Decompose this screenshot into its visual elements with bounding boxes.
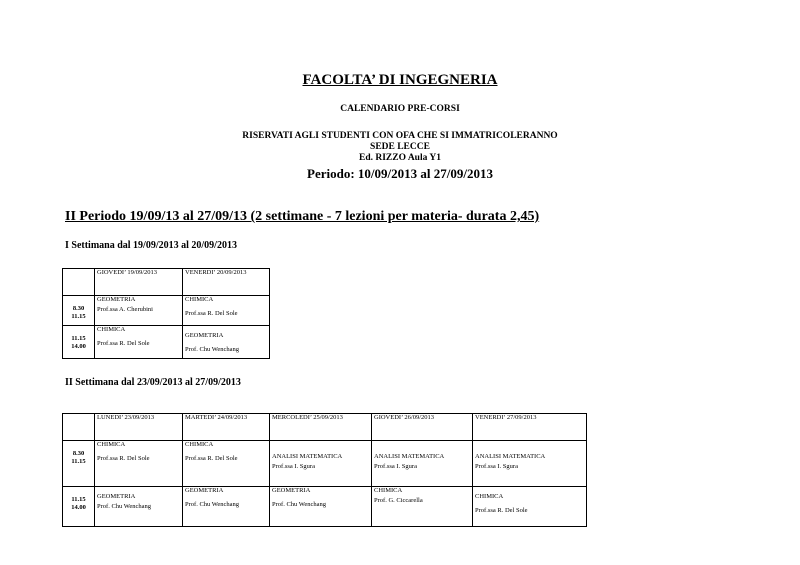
table-header-row [63,414,587,441]
time-end: 11.15 [71,313,86,320]
subject-label: CHIMICA [97,326,126,333]
period-heading: Periodo: 10/09/2013 al 27/09/2013 [307,166,493,181]
time-start: 11.15 [71,496,86,503]
subject-label: GEOMETRIA [272,487,311,494]
table-header-row [63,269,270,296]
subject-label: GEOMETRIA [185,332,224,339]
subject-label: ANALISI MATEMATICA [475,453,546,460]
subject-label: GEOMETRIA [185,487,224,494]
table-row [63,487,587,527]
time-header-cell [63,269,95,296]
lesson-cell [95,296,183,326]
lesson-cell [95,441,183,487]
table-row [63,441,587,487]
time-end: 11.15 [71,458,86,465]
lesson-cell [372,487,473,527]
day-header: VENERDI’ 27/09/2013 [473,414,587,441]
teacher-label: Prof.ssa R. Del Sole [185,455,238,462]
lesson-cell [183,487,270,527]
time-slot [63,326,95,359]
day-header: GIOVEDI’ 26/09/2013 [372,414,473,441]
week2-title: II Settimana dal 23/09/2013 al 27/09/2013 [65,377,241,388]
time-slot [63,441,95,487]
teacher-label: Prof. Chu Wenchang [185,346,240,353]
teacher-label: Prof.ssa I. Sgura [374,463,417,470]
time-end: 14.00 [71,504,86,511]
time-slot [63,296,95,326]
lesson-cell [372,441,473,487]
teacher-label: Prof.ssa A. Cherubini [97,306,153,313]
day-header: GIOVEDI’ 19/09/2013 [95,269,183,296]
lesson-cell [183,296,270,326]
teacher-label: Prof. Chu Wenchang [97,503,152,510]
subject-label: CHIMICA [97,441,126,448]
day-header: VENERDI’ 20/09/2013 [183,269,270,296]
teacher-label: Prof.ssa R. Del Sole [475,507,528,514]
header-line-location: SEDE LECCE [370,142,430,152]
subject-label: GEOMETRIA [97,493,136,500]
lesson-cell [270,441,372,487]
lesson-cell [183,441,270,487]
week1-schedule-table [62,268,270,359]
calendar-subtitle: CALENDARIO PRE-CORSI [340,104,460,114]
lesson-cell [183,326,270,359]
time-start: 11.15 [71,335,86,342]
time-start: 8.30 [72,450,85,457]
teacher-label: Prof. Chu Wenchang [185,501,240,508]
teacher-label: Prof.ssa R. Del Sole [185,310,238,317]
subject-label: GEOMETRIA [97,296,136,303]
table-row [63,326,270,359]
time-header-cell [63,414,95,441]
subject-label: CHIMICA [185,441,214,448]
day-header: LUNEDI’ 23/09/2013 [95,414,183,441]
lesson-cell [95,326,183,359]
lesson-cell [95,487,183,527]
teacher-label: Prof.ssa I. Sgura [272,463,315,470]
header-line-room: Ed. RIZZO Aula Y1 [358,153,441,163]
page-title: FACOLTA’ DI INGEGNERIA [302,72,498,88]
lesson-cell [473,487,587,527]
week1-title: I Settimana dal 19/09/2013 al 20/09/2013 [65,240,237,251]
teacher-label: Prof. Chu Wenchang [272,501,327,508]
table-row [63,296,270,326]
time-slot [63,487,95,527]
header-line-students: RISERVATI AGLI STUDENTI CON OFA CHE SI IMMATRICOLERANNO [242,131,558,141]
lesson-cell [473,441,587,487]
day-header: MARTEDI’ 24/09/2013 [183,414,270,441]
subject-label: ANALISI MATEMATICA [374,453,445,460]
subject-label: CHIMICA [185,296,214,303]
lesson-cell [270,487,372,527]
header-info [0,131,800,164]
teacher-label: Prof.ssa I. Sgura [475,463,518,470]
week2-schedule-table [62,413,587,527]
day-header: MERCOLEDI’ 25/09/2013 [270,414,372,441]
time-start: 8.30 [72,305,85,312]
teacher-label: Prof.ssa R. Del Sole [97,340,150,347]
section-title: II Periodo 19/09/13 al 27/09/13 (2 settimane - 7 lezioni per materia- durata 2,45) [65,209,540,224]
subject-label: ANALISI MATEMATICA [272,453,343,460]
teacher-label: Prof.ssa R. Del Sole [97,455,150,462]
subject-label: CHIMICA [374,487,403,494]
teacher-label: Prof. G. Ciccarella [374,497,423,504]
time-end: 14.00 [71,343,86,350]
subject-label: CHIMICA [475,493,504,500]
